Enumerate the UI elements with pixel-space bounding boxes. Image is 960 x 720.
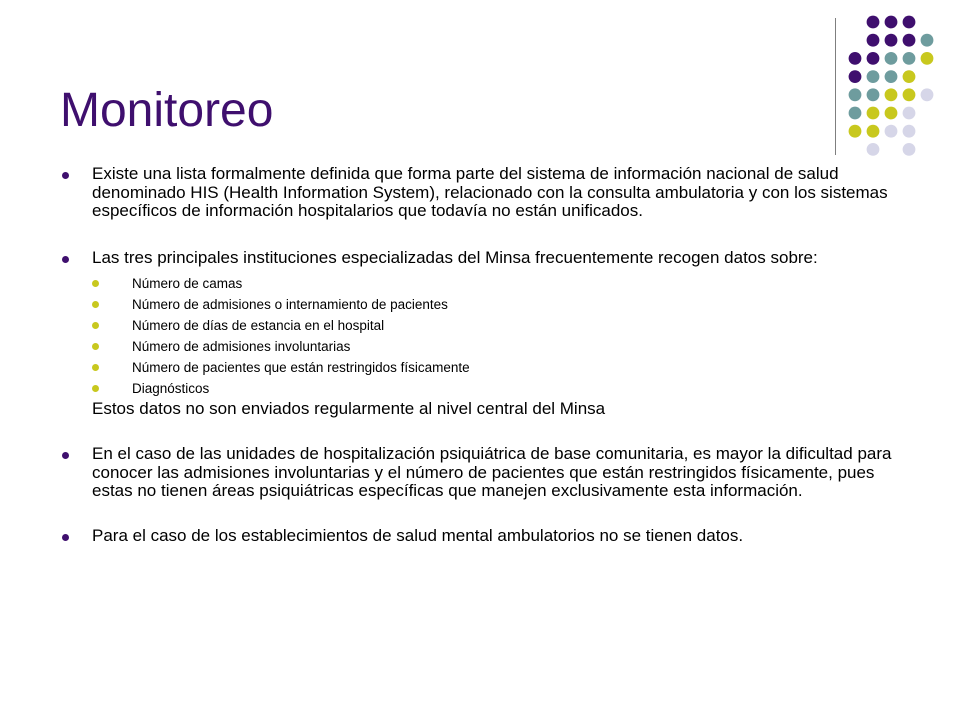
decorative-dot [885,52,898,65]
decorative-dot [903,52,916,65]
decorative-dot [921,88,934,101]
decorative-dot [903,34,916,47]
bullet-item [60,445,910,501]
decorative-dot [867,88,880,101]
sub-bullet-text: Número de admisiones involuntarias [132,339,351,354]
decorative-dot [903,88,916,101]
decorative-dot [867,52,880,65]
sub-bullet-text: Número de admisiones o internamiento de pacientes [132,297,448,312]
bullet-dot-icon [62,256,69,263]
sub-bullet-list [60,273,910,399]
decorative-dot [903,70,916,83]
decorative-dot [885,34,898,47]
decorative-dot [921,34,934,47]
sub-bullet-item [92,294,910,315]
decorative-dot [885,107,898,120]
decorative-dot [885,16,898,29]
decorative-dot [903,16,916,29]
decorative-dot [849,70,862,83]
decorative-dot [885,125,898,138]
decorative-dot [903,143,916,156]
sub-bullet-text: Número de pacientes que están restringidos físicamente [132,360,470,375]
decorative-dot [867,70,880,83]
decorative-dot [849,125,862,138]
decorative-dot-grid-icon [843,13,953,158]
vertical-divider [835,18,836,155]
slide-title: Monitoreo [60,84,274,137]
bullet-dot-icon [62,534,69,541]
sub-bullet-text: Número de días de estancia en el hospital [132,318,385,333]
bullet-item [60,249,910,268]
sub-bullet-text: Número de camas [132,276,243,291]
decorative-dot [921,52,934,65]
decorative-dot [885,88,898,101]
sub-bullet-dot-icon [92,280,99,287]
bullet-note: Estos datos no son enviados regularmente al nivel central del Minsa [92,399,606,418]
sub-bullet-dot-icon [92,301,99,308]
sub-bullet-item [92,357,910,378]
bullet-dot-icon [62,172,69,179]
sub-bullet-dot-icon [92,343,99,350]
slide-body [60,165,910,545]
bullet-text: Existe una lista formalmente definida que forma parte del sistema de información nacional de salud denominado HIS (Health Information System), relacionado con la consulta ambulatoria y con los sistemas específicos de información hospitalarios que todavía no están unificados. [92,164,888,220]
sub-bullet-dot-icon [92,385,99,392]
sub-bullet-dot-icon [92,364,99,371]
decorative-dot [849,88,862,101]
decorative-dot [867,125,880,138]
decorative-dot [849,107,862,120]
sub-bullet-item [92,378,910,399]
decorative-dot [903,125,916,138]
sub-bullet-item [92,315,910,336]
decorative-dot [849,52,862,65]
sub-bullet-item [92,273,910,294]
decorative-dot [885,70,898,83]
bullet-text: Las tres principales instituciones especializadas del Minsa frecuentemente recogen datos sobre: [92,247,818,267]
decorative-dot [867,16,880,29]
bullet-item [60,527,910,546]
bullet-text: Para el caso de los establecimientos de salud mental ambulatorios no se tienen datos. [92,525,744,545]
bullet-dot-icon [62,452,69,459]
sub-bullet-text: Diagnósticos [132,381,210,396]
decorative-dot [867,143,880,156]
decorative-dot [903,107,916,120]
sub-bullet-dot-icon [92,322,99,329]
bullet-text: En el caso de las unidades de hospitalización psiquiátrica de base comunitaria, es mayor la dificultad para conocer las admisiones involuntarias y el número de pacientes que están restringidos físicamente, pues estas no tienen áreas psiquiátricas específicas que manejen exclusivamente esta información. [92,444,892,500]
decorative-dot [867,34,880,47]
bullet-item [60,165,910,221]
sub-bullet-item [92,336,910,357]
decorative-dot [867,107,880,120]
